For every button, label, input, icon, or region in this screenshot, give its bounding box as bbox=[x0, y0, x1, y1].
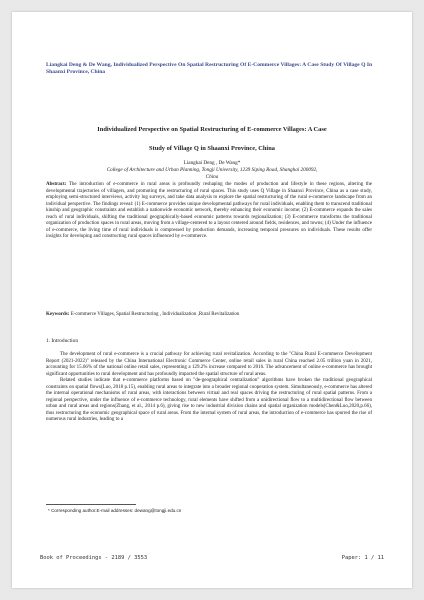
abstract-text: The introduction of e-commerce in rural areas is profoundly reshaping the modes of production and lifestyle in these regions, altering the developmental trajectories of villagers, and promoting the restructuring of rural spaces. This study uses Q Village in Shaanxi Province, China as a case study, employing semi-structured interviews, activity log surveys, and take data analysis to explore the spatial restructuring of the rural e-commerce landscape from an individual perspective. The findings reveal: (1) E-commerce provides unique developmental pathways for rural individuals, enabling them to transcend traditional kinship and geographic constraints and establish a nationwide economic network, thereby enhancing their economic income; (2) E-commerce expands the sales reach of rural individuals, shifting the traditional geographically-based economic patterns towards regionalization; (3) E-commerce transforms the traditional organization of production spaces in rural areas, moving from a village-centered to a layout centered around fields, residences, and towns; (4) Under the influence of e-commerce, the living time of rural individuals is compressed by production demands, increasing temporal pressures on individuals. These results offer insights for developing and constructing rural spaces influenced by e-commerce. bbox=[46, 182, 372, 239]
keywords-text: E-commerce Villages, Spatial Restructuring , Individualization ,Rural Revitalization bbox=[69, 312, 240, 317]
abstract bbox=[46, 182, 372, 241]
footer-page-number: Paper: 1 / 11 bbox=[341, 555, 384, 561]
paragraph: The development of rural e-commerce is a crucial pathway for achieving rural revitalization. According to the "China Rural E-commerce Development Report (2021-2022)" released by the China International Electronic Commerce Center, online retail sales in rural China reached 2.05 trillion yuan in 2021, accounting for 15.66% of the national online retail sales, representing a 129.2% increase compared to 2016. The advancement of online e-commerce has brought significant opportunities to rural development and has profoundly impacted the spatial structure of rural areas. bbox=[46, 352, 372, 377]
keywords bbox=[46, 312, 372, 319]
affiliation-line-2: China bbox=[205, 173, 219, 180]
abstract-label: Abstract: bbox=[46, 182, 67, 187]
footnote-divider bbox=[46, 504, 136, 505]
footer-proceedings: Book of Proceedings - 2189 / 3553 bbox=[40, 555, 148, 561]
paper-page bbox=[12, 12, 412, 588]
author-block bbox=[52, 160, 372, 180]
title-line-2: Study of Village Q in Shaanxi Province, China bbox=[149, 145, 275, 152]
running-header: Liangkai Deng & De Wang, Individualized Perspective On Spatial Restructuring Of E-Commerce Villages: A Case Study Of Village Q In Shaanxi Province, China bbox=[46, 62, 373, 75]
author-names: Liangkai Deng , De Wang* bbox=[183, 160, 241, 166]
section-heading: 1. Introduction bbox=[46, 338, 79, 344]
body-text bbox=[46, 352, 372, 424]
paragraph: Related studies indicate that e-commerce platforms based on "de-geographical centralization" algorithms have broken the traditional geographical constraints on spatial flows(Luo, 2018 p.15), enabling rural areas to integrate into a broader regional cooperation system. Simultaneously, e-commerce has altered the internal operational mechanisms of rural areas, with interactions between virtual and real spaces driving the restructuring of rural spatial patterns. From a regional perspective, under the influence of e-commerce technology, rural elements have shifted from a unidirectional flow to a multidirectional flow between urban and rural areas and regions(Zhang, et al., 2014 p.6), giving rise to new industrial division chains and spatial organization models(Chen&Luo,2020,p.66), thus restructuring the economic geographical space of rural areas. From the internal system of rural areas, the introduction of e-commerce has spurred the rise of numerous rural industries, leading to a bbox=[46, 378, 372, 422]
footnote: * Corresponding author.E-mail addresses: dewang@tongji.edu.cn bbox=[48, 508, 182, 513]
paper-title bbox=[52, 125, 372, 163]
affiliation-line-1: College of Architecture and Urban Planning, Tongji University, 1239 Siping Road, Shanghai 200092, bbox=[106, 166, 318, 173]
keywords-label: Keywords: bbox=[46, 312, 70, 317]
title-line-1: Individualized Perspective on Spatial Restructuring of E-commerce Villages: A Case bbox=[97, 126, 327, 133]
